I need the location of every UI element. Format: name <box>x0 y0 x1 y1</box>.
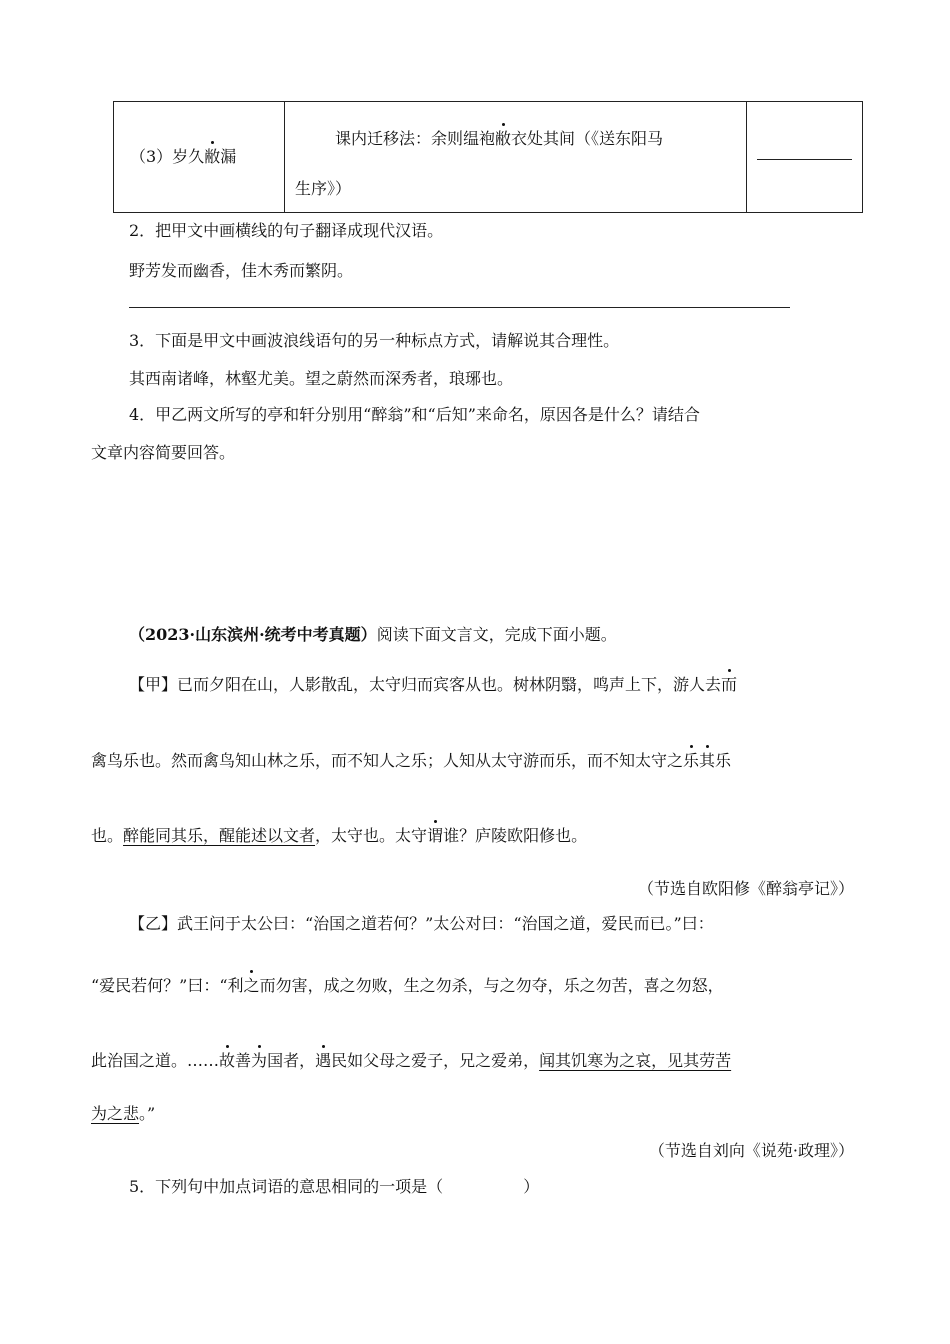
dotted-char: 敝 <box>204 144 220 167</box>
q5-prompt: 5．下列句中加点词语的意思相同的一项是（ ） <box>129 1177 540 1196</box>
dotted-char: 而 <box>721 672 737 695</box>
jia-source: （节选自欧阳修《醉翁亭记》） <box>637 879 854 898</box>
q2-sentence: 野芳发而幽香，佳木秀而繁阴。 <box>129 261 354 280</box>
source-tag: （2023·山东滨州·统考中考真题） <box>129 625 377 644</box>
q2-answer-line[interactable] <box>129 307 790 308</box>
underlined-sentence: 为之悲 <box>91 1104 140 1123</box>
yi-line-1: 【乙】武王问于太公曰：“治国之道若何？”太公对曰：“治国之道，爱民而已。”曰： <box>129 914 714 933</box>
method-line-1: 课内迁移法：余则缊袍敝衣处其间（《送东阳马 <box>335 126 663 149</box>
yi-line-3: 此治国之道。……故善为国者，遇民如父母之爱子，兄之爱弟，闻其饥寒为之哀，见其劳苦 <box>91 1048 731 1071</box>
dotted-char: 谓 <box>427 823 443 846</box>
item-text: （3）岁久敝漏 <box>130 144 236 167</box>
jia-line-3: 也。醉能同其乐，醒能述以文者，太守也。太守谓谁？庐陵欧阳修也。 <box>91 823 587 846</box>
jia-line-2: 禽鸟乐也。然而禽鸟知山林之乐，而不知人之乐；人知从太守游而乐，而不知太守之乐其乐 <box>91 748 731 771</box>
instruction: 阅读下面文言文，完成下面小题。 <box>376 625 617 644</box>
dotted-char: 乐 <box>683 748 699 771</box>
q3-prompt: 3．下面是甲文中画波浪线语句的另一种标点方式，请解说其合理性。 <box>129 331 620 350</box>
table-cell-answer[interactable] <box>747 102 863 213</box>
q2-prompt: 2．把甲文中画横线的句子翻译成现代汉语。 <box>129 221 444 240</box>
table-cell-method <box>285 102 747 213</box>
underlined-sentence: 闻其饥寒为之哀，见其劳苦 <box>539 1051 732 1070</box>
q4-line-1: 4．甲乙两文所写的亭和轩分别用“醉翁”和“后知”来命名，原因各是什么？请结合 <box>129 405 700 424</box>
underlined-sentence: 醉能同其乐，醒能述以文者 <box>123 826 316 845</box>
method-line-2: 生序》） <box>295 179 352 198</box>
table-cell-item <box>114 102 285 213</box>
q3-sentence: 其西南诸峰，林壑尤美。望之蔚然而深秀者，琅琊也。 <box>129 369 514 388</box>
dotted-char: 敝 <box>495 126 511 149</box>
yi-line-4: 为之悲。” <box>91 1104 156 1123</box>
jia-line-1: 【甲】已而夕阳在山，人影散乱，太守归而宾客从也。树林阴翳，鸣声上下，游人去而 <box>129 672 737 695</box>
answer-blank[interactable] <box>757 159 852 160</box>
vocab-table <box>113 101 863 213</box>
dotted-char: 为 <box>251 1048 267 1071</box>
q4-line-2: 文章内容简要回答。 <box>91 443 236 462</box>
section-header <box>129 622 617 645</box>
yi-line-2: “爱民若何？”曰：“利之而勿害，成之勿败，生之勿杀，与之勿夺，乐之勿苦，喜之勿怒， <box>91 973 724 996</box>
table-row <box>114 102 863 213</box>
dotted-char: 故 <box>219 1048 235 1071</box>
dotted-char: 其 <box>699 748 715 771</box>
yi-source: （节选自刘向《说苑·政理》） <box>648 1141 854 1160</box>
dotted-char: 遇 <box>315 1048 331 1071</box>
dotted-char: 之 <box>244 973 260 996</box>
